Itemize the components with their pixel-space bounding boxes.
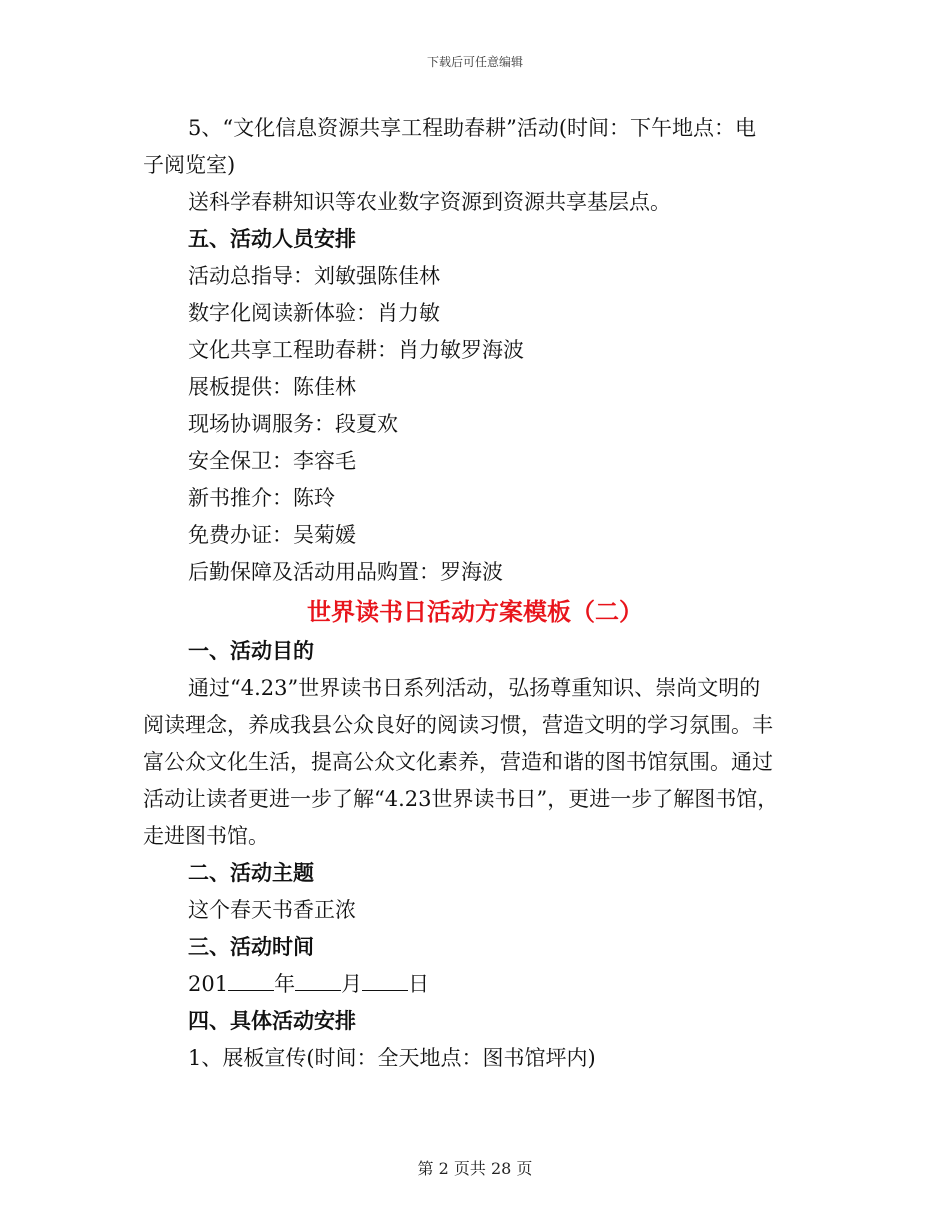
month-blank [295,972,341,991]
year-blank [228,972,274,991]
item5-line1: 5、“文化信息资源共享工程助春耕”活动(时间：下午地点：电 [188,116,757,140]
section2-heading: 二、活动主题 [188,860,314,885]
section1-paragraph-line: 活动让读者更进一步了解“4.23世界读书日”，更进一步了解图书馆， [143,787,779,811]
staff-line: 数字化阅读新体验：肖力敏 [188,301,440,325]
section1-heading: 一、活动目的 [188,638,314,663]
page-header: 下载后可任意编辑 [426,55,523,69]
item5-line2: 子阅览室) [143,153,236,177]
date-year-label: 年 [274,972,296,996]
section1-paragraph-line: 阅读理念，养成我县公众良好的阅读习惯，营造文明的学习氛围。丰 [143,713,773,737]
staff-line: 免费办证：吴菊媛 [188,523,356,547]
section1-paragraph-line: 走进图书馆。 [143,824,269,848]
staff-line: 新书推介：陈玲 [188,486,335,510]
section5-heading: 五、活动人员安排 [188,226,356,251]
staff-line: 文化共享工程助春耕：肖力敏罗海波 [188,338,524,362]
section2-theme: 这个春天书香正浓 [188,898,356,922]
page-footer: 第 2 页共 28 页 [417,1159,533,1178]
staff-line: 展板提供：陈佳林 [188,375,356,399]
section1-paragraph-line: 通过“4.23”世界读书日系列活动，弘扬尊重知识、崇尚文明的 [188,676,761,700]
section3-date [188,970,429,998]
date-year-prefix: 201 [188,972,229,996]
section4-heading: 四、具体活动安排 [188,1008,356,1033]
date-month-label: 月 [341,972,363,996]
staff-line: 后勤保障及活动用品购置：罗海波 [188,560,503,584]
staff-line: 活动总指导：刘敏强陈佳林 [188,264,440,288]
document-title: 世界读书日活动方案模板（二） [307,597,643,626]
staff-line: 现场协调服务：段夏欢 [188,412,398,436]
day-blank [362,972,408,991]
section1-paragraph-line: 富公众文化生活，提高公众文化素养，营造和谐的图书馆氛围。通过 [143,750,773,774]
section4-item1: 1、展板宣传(时间：全天地点：图书馆坪内) [188,1046,596,1070]
item5-desc: 送科学春耕知识等农业数字资源到资源共享基层点。 [188,190,671,214]
staff-line: 安全保卫：李容毛 [188,449,356,473]
date-day-label: 日 [408,972,430,996]
section3-heading: 三、活动时间 [188,934,314,959]
